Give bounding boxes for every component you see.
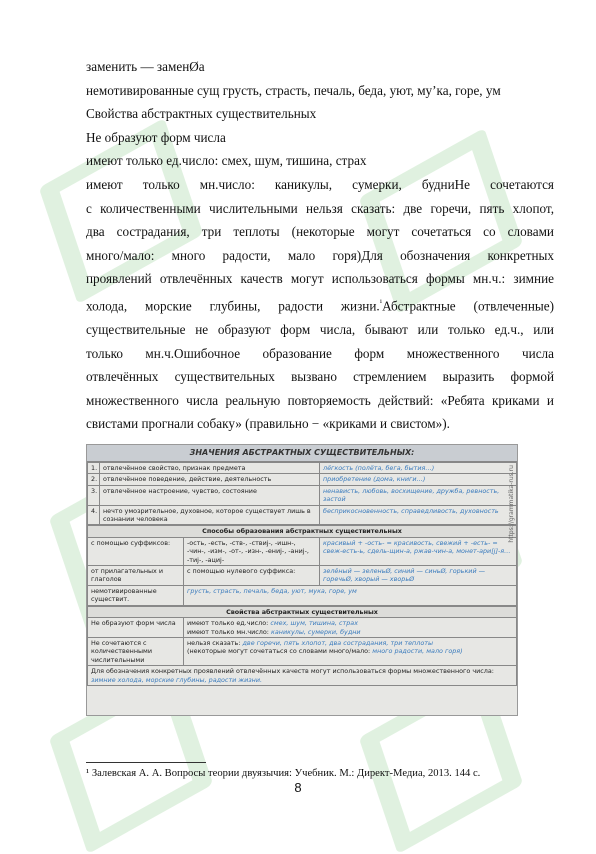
text-line: имеют только мн.число: каникулы, сумерки, будниНе сочетаются	[86, 176, 554, 192]
ways-title: Способы образования абстрактных существительных	[88, 526, 517, 537]
paragraph	[86, 173, 554, 436]
meaning-text: отвлечённое поведение, действие, деятельность	[100, 474, 320, 485]
footnote-ref[interactable]: ¹	[379, 297, 383, 307]
way-type: от прилагательных и глаголов	[88, 566, 184, 586]
props-table	[87, 606, 517, 686]
text-line: только мн.ч.Ошибочное образование форм множественного числа	[86, 345, 554, 361]
way-type: немотивированные существит.	[88, 585, 184, 605]
meaning-number: 1.	[88, 463, 100, 474]
prop-text: имеют только ед.число:	[187, 619, 271, 628]
props-title: Свойства абстрактных существительных	[88, 606, 517, 617]
meaning-example: ненависть, любовь, восхищение, дружба, ревность, застой	[320, 485, 517, 505]
figure-site-url: https://grammatika-rus.ru	[508, 465, 515, 543]
prop-text: нельзя сказать:	[187, 638, 243, 647]
abstract-nouns-table-image	[86, 444, 518, 716]
prop-example: две горечи, пять хлопот, два сострадания, три теплоты	[242, 638, 434, 647]
prop-example: смех, шум, тишина, страх	[270, 619, 358, 628]
body-text	[86, 55, 554, 436]
meaning-example: лёгкость (полёта, бега, бытия…)	[320, 463, 517, 474]
way-row	[88, 585, 517, 605]
way-row	[88, 566, 517, 586]
text-line: много/мало: много радости, мало горя)Для обозначения конкретных	[86, 247, 554, 263]
meaning-row	[88, 474, 517, 485]
text-line: два сострадания, три теплоты (некоторые могут сочетаться со словами	[86, 224, 554, 240]
text-line: свистами прогнали собаку» (правильно − «криками и свистом»).	[86, 416, 450, 432]
ways-table	[87, 525, 517, 605]
figure-footer	[88, 666, 517, 686]
prop-name: Не образуют форм числа	[88, 618, 184, 638]
text-fragment: холода, морские глубины, радости жизни.	[86, 298, 380, 314]
text-line: имеют только ед.число: смех, шум, тишина, страх	[86, 153, 367, 169]
text-line: отвлечённых существительных вызвано стремлением выразить формой	[86, 369, 554, 385]
text-line: проявлений отвлечённых качеств могут использоваться формы мн.ч.: зимние	[86, 271, 554, 287]
meaning-row	[88, 463, 517, 474]
prop-detail	[184, 618, 517, 638]
text-line	[86, 291, 554, 318]
footer-text: Для обозначения конкретных проявлений отвлечённых качеств могут использоваться формы множественного числа:	[91, 667, 494, 676]
figure-title: ЗНАЧЕНИЯ АБСТРАКТНЫХ СУЩЕСТВИТЕЛЬНЫХ:	[87, 445, 517, 462]
way-row	[88, 537, 517, 565]
text-line: Свойства абстрактных существительных	[86, 106, 317, 122]
meaning-example: приобретение (дома, книги…)	[320, 474, 517, 485]
text-line: заменить — заменØа	[86, 59, 205, 74]
prop-text: (некоторые могут сочетаться со словами много/мало:	[187, 647, 373, 656]
text-line: немотивированные сущ грусть, страсть, печаль, беда, уют, му’ка, горе, ум	[86, 82, 501, 98]
text-fragment: Абстрактные (отвлеченные)	[382, 298, 554, 314]
meanings-table	[87, 462, 517, 525]
prop-text: имеют только мн.число:	[187, 627, 271, 636]
meaning-text: отвлечённое свойство, признак предмета	[100, 463, 320, 474]
prop-example: много радости, мало горя)	[372, 647, 463, 656]
text-line: с количественными числительными нельзя сказать: две горечи, пять хлопот,	[86, 200, 554, 216]
meaning-example: бесприкосновенность, справедливость, духовность	[320, 505, 517, 525]
way-example: грусть, страсть, печаль, беда, уют, мука, горе, ум	[184, 585, 517, 605]
way-example: красивый + -ость- = красивость, свежий + -есть- = свеж-есть-ь, сдель-щин-а, ржав-чин-а, монет-ари[ј]-я…	[320, 537, 517, 565]
footer-example: зимние холода, морские глубины, радости жизни.	[91, 675, 263, 684]
meaning-number: 4.	[88, 505, 100, 525]
prop-example: каникулы, сумерки, будни	[270, 627, 361, 636]
footnote: ¹ Залевская А. А. Вопросы теории двуязычия: Учебник. М.: Директ-Медиа, 2013. 144 с.	[86, 768, 481, 779]
meaning-text: нечто умозрительное, духовное, которое существует лишь в сознании человека	[100, 505, 320, 525]
meaning-row	[88, 485, 517, 505]
meaning-row	[88, 505, 517, 525]
text-line: существительные не образуют форм числа, бывают или только ед.ч., или	[86, 321, 554, 337]
prop-detail	[184, 637, 517, 665]
prop-name: Не сочетаются с количественными числительными	[88, 637, 184, 665]
prop-row	[88, 637, 517, 665]
way-means: -ость, -есть, -ств-, -ствиј-, -ишн-, -чин-, -изм-, -от-, -изн-, -ениј-, -аниј-, -тиј-, -ациј-	[184, 537, 320, 565]
way-type: с помощью суффиксов:	[88, 537, 184, 565]
meaning-number: 2.	[88, 474, 100, 485]
meaning-number: 3.	[88, 485, 100, 505]
way-example: зелёный — зеленьØ, синий — синьØ, горький — горечьØ, хворый — хворьØ	[320, 566, 517, 586]
meaning-text: отвлечённое настроение, чувство, состояние	[100, 485, 320, 505]
text-line: Не образуют форм числа	[86, 129, 226, 145]
way-means: с помощью нулевого суффикса:	[184, 566, 320, 586]
page-number: 8	[294, 780, 302, 795]
footnote-divider	[86, 762, 206, 763]
text-line: множественного числа реальную повторяемость действий: «Ребята криками и	[86, 392, 554, 408]
prop-row	[88, 618, 517, 638]
